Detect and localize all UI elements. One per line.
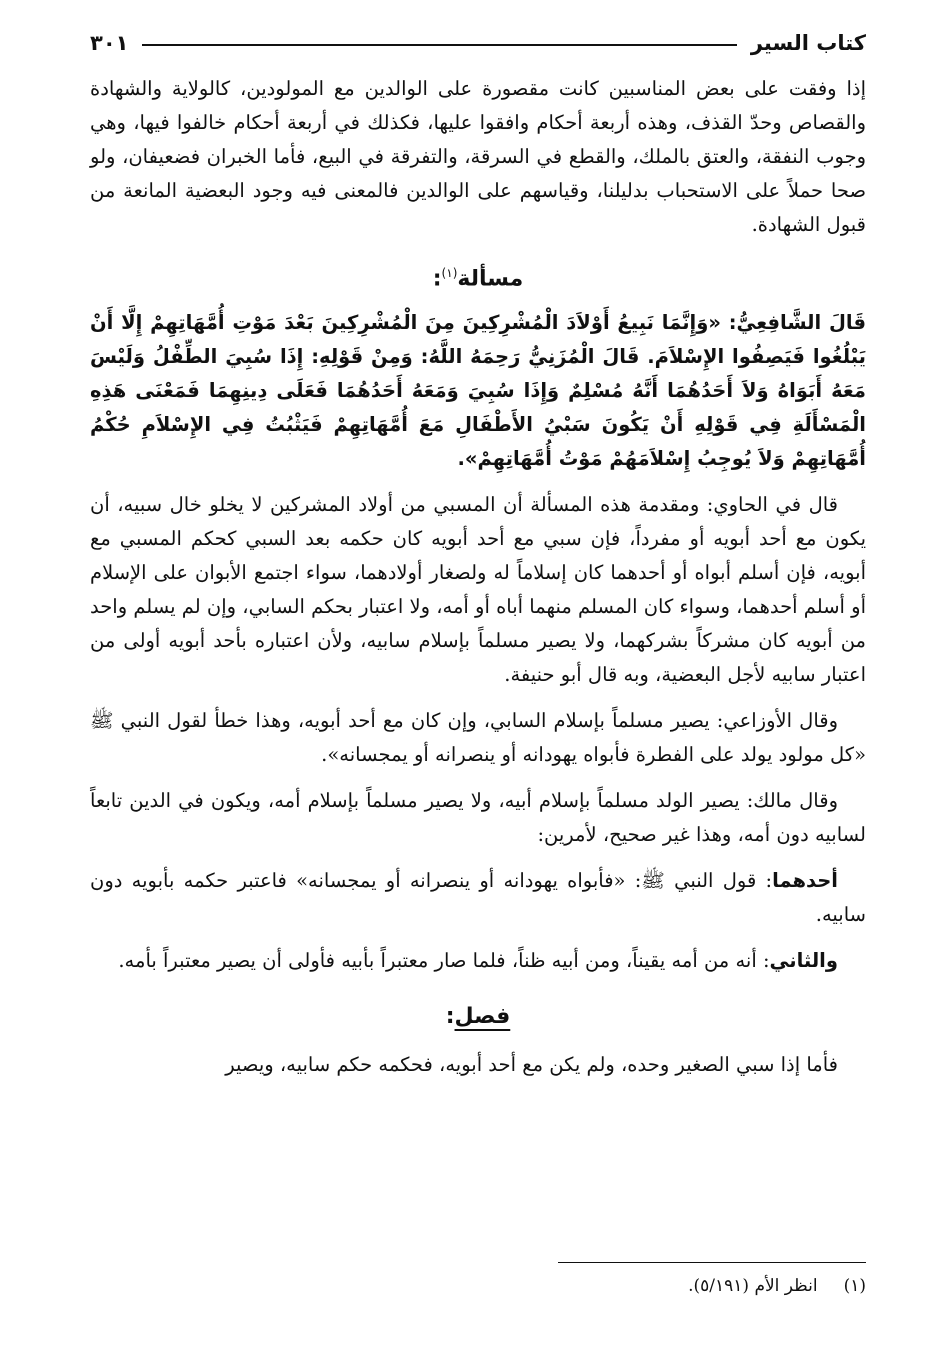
intro-paragraph: إذا وفقت على بعض المناسبين كانت مقصورة على الوالدين مع المولودين، كالولاية والشهادة والقصاص وحدّ القذف، وهذه أربعة أحكام وافقوا عليها، فكذلك في أربعة أحكام خالفوا فيها، وهي وجوب النفقة، والعتق بالملك، والقطع في السرقة، والتفرقة في البيع، فأما الخبران فضعيفان، ولو صحا حملاً على الاستحباب بدليلنا، وقياسهم على الوالدين فالمعنى فيه وجود البعضية المانعة من قبول الشهادة. <box>90 77 866 236</box>
final-paragraph: فأما إذا سبي الصغير وحده، ولم يكن مع أحد أبويه، فحكمه حكم سابيه، ويصير <box>225 1053 838 1077</box>
header-rule <box>142 44 736 46</box>
footnote-rule <box>558 1262 866 1263</box>
shafii-quote: قَالَ الشَّافِعِيُّ: «وَإِنَّمَا نَبِيعُ أَوْلاَدَ الْمُشْرِكِينَ مِنَ الْمُشْرِكِينَ بَعْدَ مَوْتِ أُمَّهَاتِهِمْ إِلَّا أَنْ يَبْلُغُوا فَيَصِفُوا الإِسْلاَمَ. قَالَ الْمُزَنِيُّ رَحِمَهُ اللَّهُ: وَمِنْ قَوْلِهِ: إِذَا سُبِيَ الطِّفْلُ وَلَيْسَ مَعَهُ أَبَوَاهُ وَلاَ أَحَدُهُمَا أَنَّهُ مُسْلِمٌ وَإِذَا سُبِيَ وَمَعَهُ أَحَدُهُمَا فَعَلَى دِينِهِمَا فَمَعْنَى هَذِهِ الْمَسْأَلَةِ فِي قَوْلِهِ أَنْ يَكُونَ سَبْيُ الأَطْفَالِ مَعَ أُمَّهَاتِهِمْ فَيَثْبُتُ فِي الإِسْلاَمِ حُكْمُ أُمَّهَاتِهِمْ وَلاَ يُوجِبُ إِسْلاَمَهُمْ مَوْتُ أُمَّهَاتِهِمْ». <box>90 311 866 471</box>
paragraph-malik: وقال مالك: يصير الولد مسلماً بإسلام أبيه، ولا يصير مسلماً بإسلام أمه، ويكون في الدين تابعاً لسابيه دون أمه، وهذا غير صحيح، لأمرين: <box>90 789 866 847</box>
page-number: ٣٠١ <box>90 31 129 55</box>
second-reason-text: : أنه من أمه يقيناً، ومن أبيه ظناً، فلما صار معتبراً بأبيه فأولى أن يصير معتبراً بأمه. <box>118 949 770 973</box>
first-reason-text: : قول النبي ﷺ: «فأبواه يهودانه أو ينصرانه أو يمجسانه» فاعتبر حكمه بأبويه دون سابيه. <box>90 869 866 927</box>
footnote-text: انظر الأم (٥/١٩١). <box>688 1276 818 1296</box>
footnote-mark: (١) <box>441 266 458 280</box>
masala-heading-text: مسألة <box>457 266 524 292</box>
fasl-heading-text: فصل <box>454 1004 511 1030</box>
second-reason-lead: والثاني <box>769 949 838 973</box>
first-reason-lead: أحدهما <box>772 869 838 893</box>
footnote-number: (١) <box>843 1276 866 1296</box>
page <box>90 26 866 1082</box>
paragraph-second-reason <box>90 944 866 978</box>
masala-heading <box>90 256 866 296</box>
footnote <box>688 1276 866 1296</box>
paragraph-first-reason <box>90 864 866 932</box>
paragraph-hawi: قال في الحاوي: ومقدمة هذه المسألة أن المسبي من أولاد المشركين لا يخلو خال سبيه، أن يكون مع أحد أبويه أو مفرداً، فإن سبي مع أحد أبويه كان حكمه بعد السبي كحكم المسبي مع أبويه، فإن أسلم أبواه أو أحدهما كان إسلاماً له ولصغار أولادهما، سواء اجتمع الأبوان على الإسلام أو أسلم أحدهما، وسواء كان المسلم منهما أباه أو أمه، ولا اعتبار بحكم السابي، وإن لم يسلم واحد من أبويه كان مشركاً بشركهما، ولا يصير مسلماً بإسلام سابيه، ولأن اعتباره بأحد أبويه أولى من اعتبار سابيه لأجل البعضية، وبه قال أبو حنيفة. <box>90 493 866 687</box>
fasl-heading <box>90 1000 866 1034</box>
fasl-heading-suffix: : <box>445 1004 455 1030</box>
book-title: كتاب السير <box>750 31 866 55</box>
masala-heading-suffix: : <box>432 266 442 292</box>
running-header <box>90 26 866 60</box>
paragraph-awzai: وقال الأوزاعي: يصير مسلماً بإسلام السابي، وإن كان مع أحد أبويه، وهذا خطأ لقول النبي ﷺ «كل مولود يولد على الفطرة فأبواه يهودانه أو ينصرانه أو يمجسانه». <box>90 709 866 767</box>
